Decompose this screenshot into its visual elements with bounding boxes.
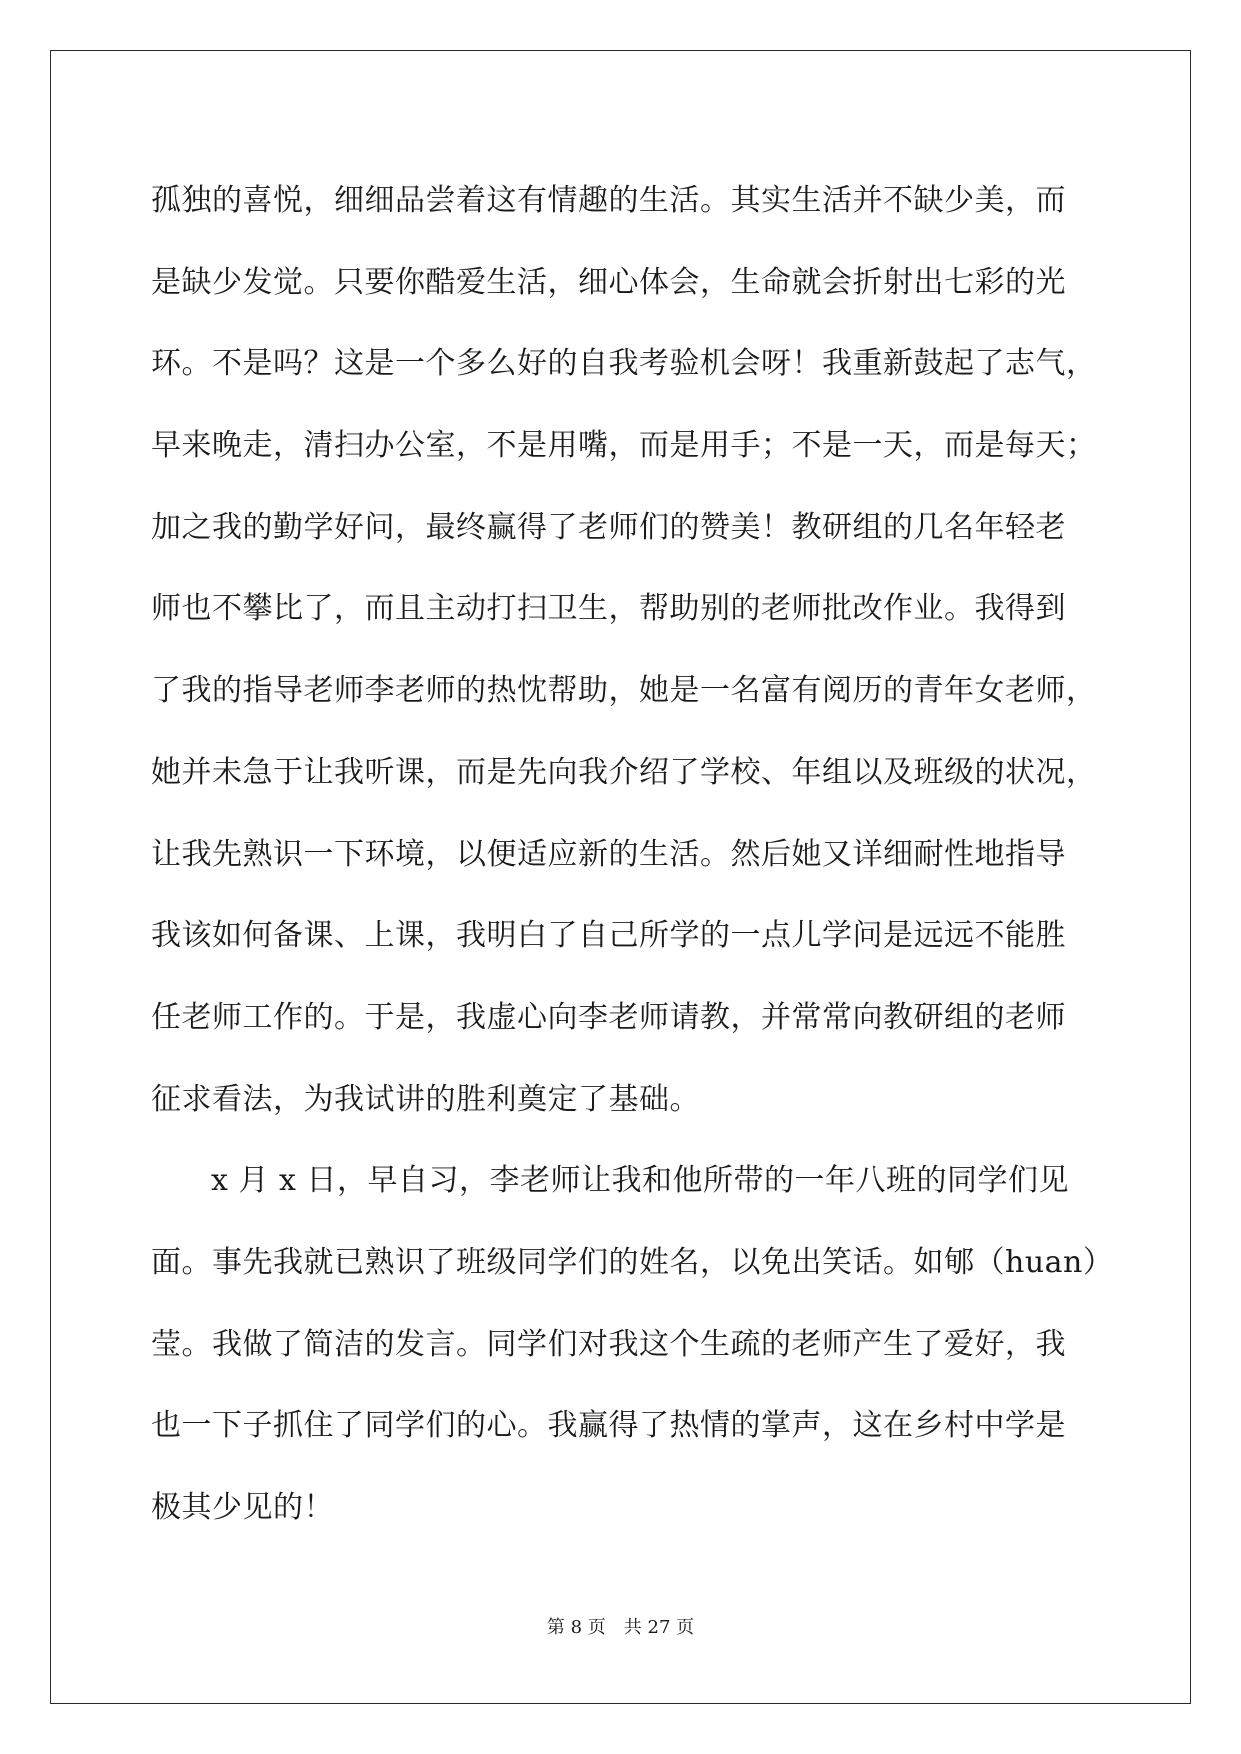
text-line: 师也不攀比了，而且主动打扫卫生，帮助别的老师批改作业。我得到: [151, 591, 1066, 627]
text-line: 孤独的喜悦，细细品尝着这有情趣的生活。其实生活并不缺少美，而: [151, 183, 1066, 218]
text-line: 环。不是吗？这是一个多么好的自我考验机会呀！我重新鼓起了志气，: [151, 346, 1097, 382]
page-number-footer: 第 8 页 共 27 页: [546, 1617, 695, 1638]
text-line: 她并未急于让我听课，而是先向我介绍了学校、年组以及班级的状况，: [151, 754, 1097, 790]
text-line: 让我先熟识一下环境，以便适应新的生活。然后她又详细耐性地指导: [151, 836, 1066, 872]
text-line: 我该如何备课、上课，我明白了自己所学的一点儿学问是远远不能胜: [151, 918, 1066, 954]
text-line: 征求看法，为我试讲的胜利奠定了基础。: [151, 1081, 700, 1117]
document-body: [151, 160, 1114, 1549]
text-line: 了我的指导老师李老师的热忱帮助，她是一名富有阅历的青年女老师，: [151, 673, 1097, 709]
text-line: 是缺少发觉。只要你酷爱生活，细心体会，生命就会折射出七彩的光: [151, 264, 1066, 300]
paragraph-start-line: x 月 x 日，早自习，李老师让我和他所带的一年八班的同学们见: [211, 1163, 1069, 1199]
text-line: 任老师工作的。于是，我虚心向李老师请教，并常常向教研组的老师: [151, 999, 1066, 1035]
text-line: 极其少见的！: [151, 1490, 334, 1525]
text-line: 加之我的勤学好问，最终赢得了老师们的赞美！教研组的几名年轻老: [151, 509, 1066, 545]
text-line: 面。事先我就已熟识了班级同学们的姓名，以免出笑话。如郇（huan）: [151, 1244, 1114, 1280]
text-line: 莹。我做了简洁的发言。同学们对我这个生疏的老师产生了爱好，我: [151, 1326, 1066, 1362]
text-line: 早来晚走，清扫办公室，不是用嘴，而是用手；不是一天，而是每天；: [151, 428, 1097, 464]
text-line: 也一下子抓住了同学们的心。我赢得了热情的掌声，这在乡村中学是: [151, 1408, 1066, 1444]
